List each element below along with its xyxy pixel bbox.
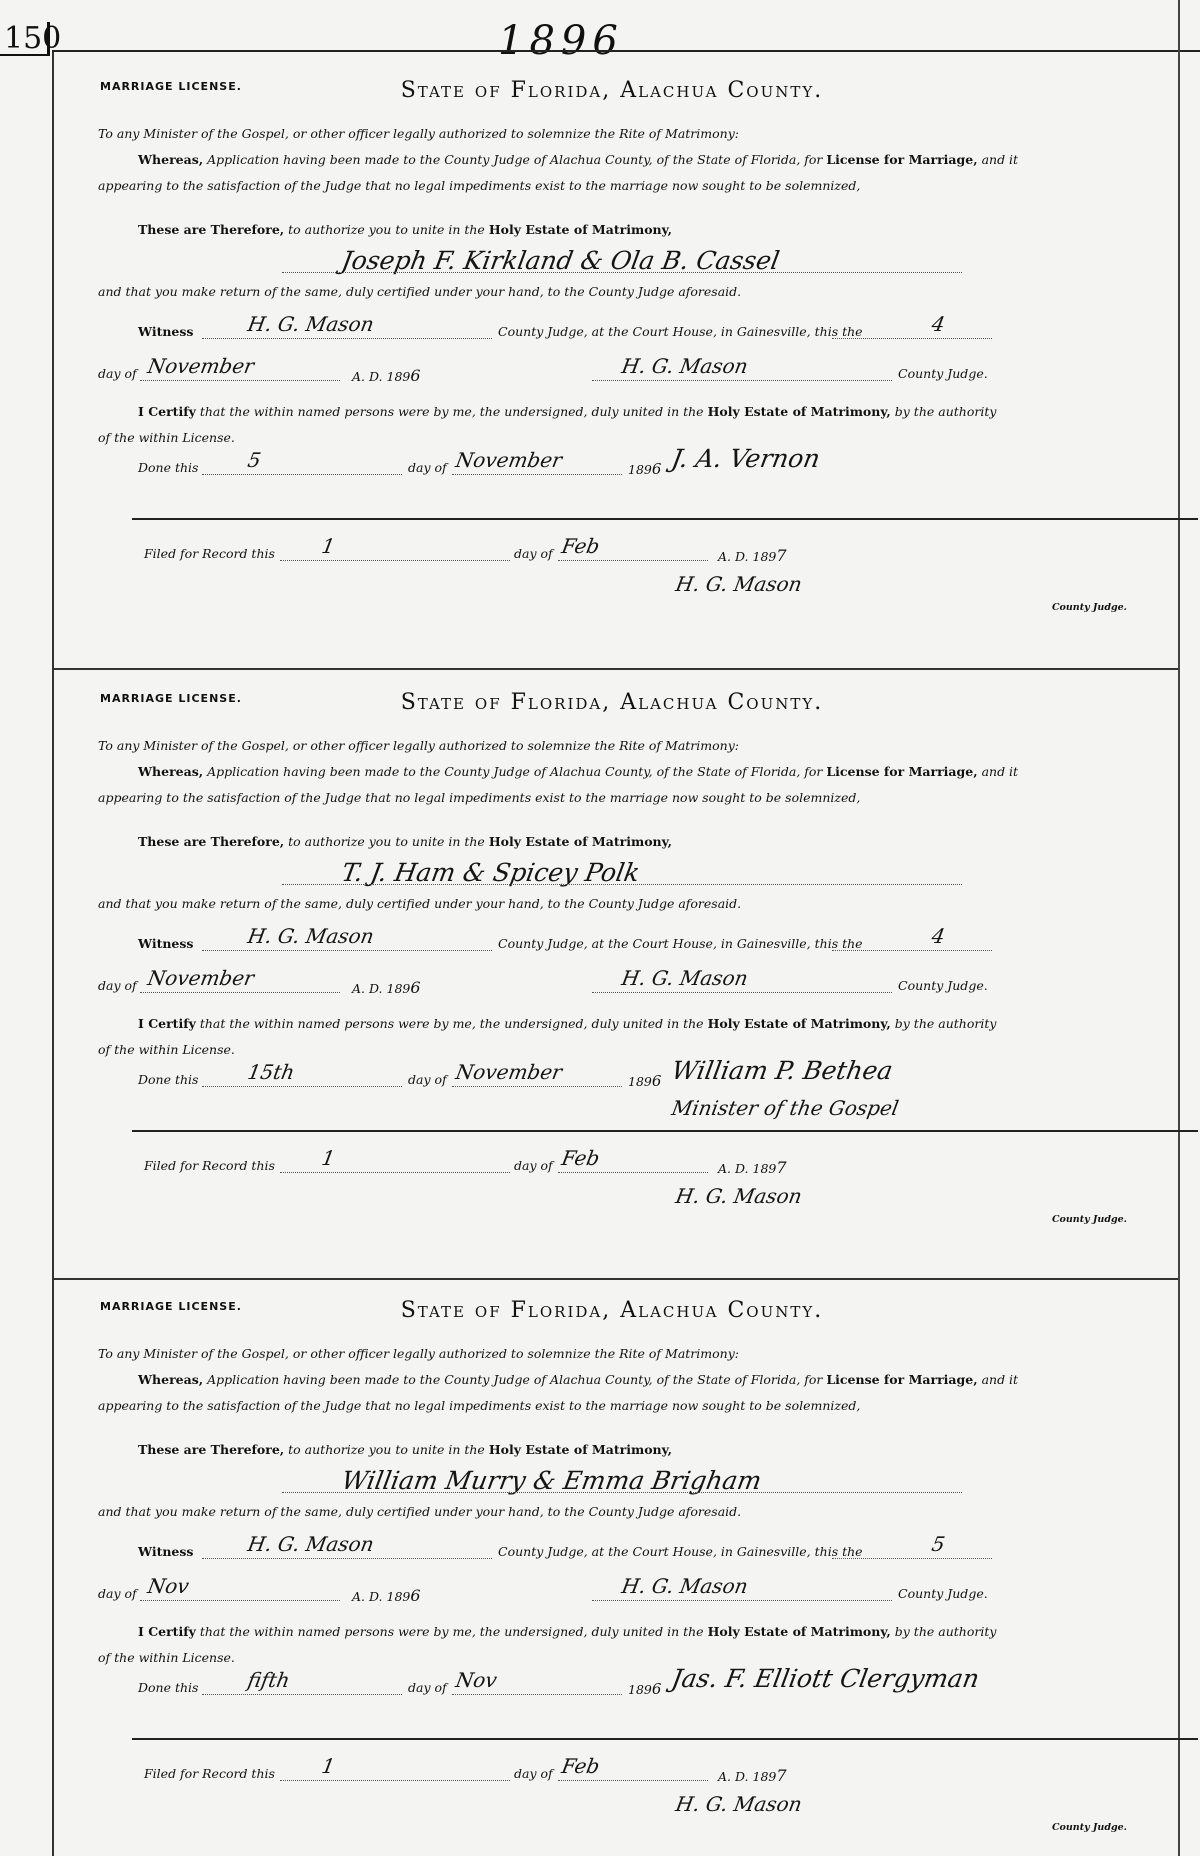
ad-label: A. D. 1896: [352, 366, 421, 385]
whereas-word: Whereas,: [138, 1372, 204, 1387]
license-for-marriage: License for Marriage,: [826, 764, 978, 779]
filed-day-underline: [280, 1780, 510, 1781]
done-month: November: [453, 448, 564, 472]
day-of-label-2: day of: [408, 1680, 447, 1695]
right-margin-rule: [1178, 0, 1180, 1856]
issue-month: Nov: [145, 1574, 191, 1598]
done-month-underline: [452, 1694, 622, 1695]
filed-month-underline: [558, 1780, 708, 1781]
these-are-therefore: These are Therefore,: [138, 834, 285, 849]
whereas-text: Application having been made to the County Judge of Alachua County, of the State of Florida, for: [207, 152, 823, 167]
filed-day-underline: [280, 560, 510, 561]
day-of-label: day of: [98, 1586, 137, 1601]
judge-signature-underline: [592, 992, 892, 993]
filed-ad: A. D. 1897: [718, 1766, 787, 1785]
holy-estate-text-2: Holy Estate of Matrimony,: [707, 1624, 891, 1639]
issue-day-underline: [832, 1558, 992, 1559]
certify-text: that the within named persons were by me, the undersigned, duly united in the: [199, 1016, 704, 1031]
filed-day: 1: [319, 1754, 337, 1778]
and-it-text: and it: [981, 1372, 1019, 1387]
done-month-underline: [452, 474, 622, 475]
appearing-text: appearing to the satisfaction of the Judge that no legal impediments exist to the marriage now sought to be solemnized,: [98, 178, 861, 193]
officiant-title: Minister of the Gospel: [669, 1096, 901, 1120]
license-divider: [52, 1278, 1178, 1280]
done-day: 5: [245, 448, 263, 472]
done-this-label: Done this: [138, 1680, 199, 1695]
done-year-digit: 6: [651, 460, 662, 478]
judge-signature: H. G. Mason: [619, 1574, 750, 1598]
filed-day: 1: [319, 534, 337, 558]
witness-word: Witness: [138, 324, 194, 339]
to-any-minister-text: To any Minister of the Gospel, or other officer legally authorized to solemnize the Rite of Matrimony:: [98, 126, 739, 141]
whereas-line: [138, 1372, 1018, 1387]
done-day: fifth: [245, 1668, 292, 1692]
handwritten-year: 1896: [498, 18, 624, 64]
these-are-line: [138, 222, 672, 237]
return-text: and that you make return of the same, duly certified under your hand, to the County Judge aforesaid.: [98, 284, 742, 299]
judge-signature-underline: [592, 380, 892, 381]
issue-day: 5: [929, 1532, 947, 1556]
whereas-line: [138, 764, 1018, 779]
officiant-signature: William P. Bethea: [669, 1056, 896, 1085]
day-of-label-2: day of: [408, 1072, 447, 1087]
issue-month: November: [145, 354, 256, 378]
i-certify: I Certify: [138, 404, 196, 419]
issue-year-digit: 6: [410, 978, 421, 997]
issue-month: November: [145, 966, 256, 990]
judge-signature: H. G. Mason: [619, 966, 750, 990]
holy-estate-text: Holy Estate of Matrimony,: [488, 834, 673, 849]
state-county-title: State of Florida, Alachua County.: [400, 690, 824, 715]
officiant-signature: J. A. Vernon: [669, 444, 823, 473]
filed-for-record-label: Filed for Record this: [144, 1766, 275, 1781]
within-license-text: of the within License.: [98, 430, 235, 445]
done-year: 1896: [628, 1680, 662, 1698]
return-text: and that you make return of the same, duly certified under your hand, to the County Judge aforesaid.: [98, 896, 742, 911]
done-month-underline: [452, 1086, 622, 1087]
witness-underline: [202, 1558, 492, 1559]
filed-day-underline: [280, 1172, 510, 1173]
whereas-line: [138, 152, 1018, 167]
i-certify: I Certify: [138, 1624, 196, 1639]
couple-names: Joseph F. Kirkland & Ola B. Cassel: [339, 246, 782, 275]
certify-text: that the within named persons were by me, the undersigned, duly united in the: [199, 404, 704, 419]
filed-for-record-label: Filed for Record this: [144, 1158, 275, 1173]
holy-estate-text-2: Holy Estate of Matrimony,: [707, 404, 891, 419]
done-day-underline: [202, 1694, 402, 1695]
names-underline: [282, 884, 962, 885]
license-divider: [52, 668, 1178, 670]
return-text: and that you make return of the same, duly certified under your hand, to the County Judge aforesaid.: [98, 1504, 742, 1519]
day-of-label: day of: [98, 366, 137, 381]
by-the-authority: by the authority: [894, 1016, 997, 1031]
filed-day-of-label: day of: [514, 1158, 553, 1173]
these-are-line: [138, 834, 672, 849]
license-label: MARRIAGE LICENSE.: [100, 1300, 242, 1313]
appearing-text: appearing to the satisfaction of the Judge that no legal impediments exist to the marriage now sought to be solemnized,: [98, 1398, 861, 1413]
holy-estate-text: Holy Estate of Matrimony,: [488, 222, 673, 237]
county-judge-small-label: County Judge.: [1052, 1822, 1127, 1833]
appearing-text: appearing to the satisfaction of the Judge that no legal impediments exist to the marriage now sought to be solemnized,: [98, 790, 861, 805]
filed-ad: A. D. 1897: [718, 1158, 787, 1177]
filed-judge-signature: H. G. Mason: [673, 572, 804, 596]
filed-month-underline: [558, 1172, 708, 1173]
filed-day-of-label: day of: [514, 1766, 553, 1781]
and-it-text: and it: [981, 152, 1019, 167]
done-day-underline: [202, 1086, 402, 1087]
issue-month-underline: [140, 1600, 340, 1601]
whereas-word: Whereas,: [138, 764, 204, 779]
judge-signature-underline: [592, 1600, 892, 1601]
to-any-minister-text: To any Minister of the Gospel, or other officer legally authorized to solemnize the Rite of Matrimony:: [98, 738, 739, 753]
these-are-line: [138, 1442, 672, 1457]
officiant-signature: Jas. F. Elliott Clergyman: [669, 1664, 982, 1693]
witness-word: Witness: [138, 1544, 194, 1559]
filed-month-underline: [558, 560, 708, 561]
day-of-label-2: day of: [408, 460, 447, 475]
whereas-text: Application having been made to the County Judge of Alachua County, of the State of Florida, for: [207, 764, 823, 779]
within-license-text: of the within License.: [98, 1042, 235, 1057]
license-for-marriage: License for Marriage,: [826, 152, 978, 167]
witness-underline: [202, 950, 492, 951]
done-day: 15th: [245, 1060, 297, 1084]
done-year-digit: 6: [651, 1680, 662, 1698]
authorize-text: to authorize you to unite in the: [288, 222, 485, 237]
license-for-marriage: License for Marriage,: [826, 1372, 978, 1387]
certify-line: [138, 1624, 996, 1639]
ad-label: A. D. 1896: [352, 1586, 421, 1605]
witness-judge-name: H. G. Mason: [245, 1532, 376, 1556]
issue-day: 4: [929, 312, 947, 336]
whereas-text: Application having been made to the County Judge of Alachua County, of the State of Florida, for: [207, 1372, 823, 1387]
filed-month: Feb: [559, 1754, 602, 1778]
issue-year-digit: 6: [410, 366, 421, 385]
holy-estate-text-2: Holy Estate of Matrimony,: [707, 1016, 891, 1031]
filed-day-of-label: day of: [514, 546, 553, 561]
done-month: Nov: [453, 1668, 499, 1692]
done-year: 1896: [628, 1072, 662, 1090]
by-the-authority: by the authority: [894, 404, 997, 419]
done-year: 1896: [628, 460, 662, 478]
certify-text: that the within named persons were by me, the undersigned, duly united in the: [199, 1624, 704, 1639]
whereas-word: Whereas,: [138, 152, 204, 167]
judge-signature: H. G. Mason: [619, 354, 750, 378]
left-margin-rule: [52, 52, 54, 1856]
filed-year-digit: 7: [776, 1158, 787, 1177]
authorize-text: to authorize you to unite in the: [288, 1442, 485, 1457]
issue-month-underline: [140, 380, 340, 381]
top-rule: [52, 50, 1200, 52]
names-underline: [282, 1492, 962, 1493]
authorize-text: to authorize you to unite in the: [288, 834, 485, 849]
day-of-label: day of: [98, 978, 137, 993]
license-label: MARRIAGE LICENSE.: [100, 80, 242, 93]
ad-label: A. D. 1896: [352, 978, 421, 997]
county-judge-label: County Judge.: [898, 366, 988, 381]
filed-month: Feb: [559, 534, 602, 558]
filed-separator: [132, 1130, 1198, 1132]
filed-for-record-label: Filed for Record this: [144, 546, 275, 561]
county-judge-court-text: County Judge, at the Court House, in Gainesville, this the: [498, 324, 863, 339]
page-number: 150: [0, 22, 50, 56]
filed-year-digit: 7: [776, 546, 787, 565]
done-day-underline: [202, 474, 402, 475]
witness-underline: [202, 338, 492, 339]
state-county-title: State of Florida, Alachua County.: [400, 1298, 824, 1323]
these-are-therefore: These are Therefore,: [138, 1442, 285, 1457]
done-this-label: Done this: [138, 460, 199, 475]
county-judge-label: County Judge.: [898, 1586, 988, 1601]
filed-ad: A. D. 1897: [718, 546, 787, 565]
filed-year-digit: 7: [776, 1766, 787, 1785]
filed-separator: [132, 518, 1198, 520]
witness-judge-name: H. G. Mason: [245, 924, 376, 948]
filed-judge-signature: H. G. Mason: [673, 1184, 804, 1208]
done-year-digit: 6: [651, 1072, 662, 1090]
done-month: November: [453, 1060, 564, 1084]
filed-day: 1: [319, 1146, 337, 1170]
within-license-text: of the within License.: [98, 1650, 235, 1665]
issue-year-digit: 6: [410, 1586, 421, 1605]
to-any-minister-text: To any Minister of the Gospel, or other officer legally authorized to solemnize the Rite of Matrimony:: [98, 1346, 739, 1361]
witness-judge-name: H. G. Mason: [245, 312, 376, 336]
and-it-text: and it: [981, 764, 1019, 779]
witness-word: Witness: [138, 936, 194, 951]
by-the-authority: by the authority: [894, 1624, 997, 1639]
issue-month-underline: [140, 992, 340, 993]
issue-day: 4: [929, 924, 947, 948]
certify-line: [138, 404, 996, 419]
county-judge-court-text: County Judge, at the Court House, in Gainesville, this the: [498, 936, 863, 951]
certify-line: [138, 1016, 996, 1031]
county-judge-court-text: County Judge, at the Court House, in Gainesville, this the: [498, 1544, 863, 1559]
county-judge-small-label: County Judge.: [1052, 1214, 1127, 1225]
holy-estate-text: Holy Estate of Matrimony,: [488, 1442, 673, 1457]
names-underline: [282, 272, 962, 273]
couple-names: T. J. Ham & Spicey Polk: [339, 858, 642, 887]
county-judge-label: County Judge.: [898, 978, 988, 993]
couple-names: William Murry & Emma Brigham: [339, 1466, 764, 1495]
these-are-therefore: These are Therefore,: [138, 222, 285, 237]
issue-day-underline: [832, 950, 992, 951]
i-certify: I Certify: [138, 1016, 196, 1031]
county-judge-small-label: County Judge.: [1052, 602, 1127, 613]
filed-month: Feb: [559, 1146, 602, 1170]
filed-separator: [132, 1738, 1198, 1740]
state-county-title: State of Florida, Alachua County.: [400, 78, 824, 103]
filed-judge-signature: H. G. Mason: [673, 1792, 804, 1816]
issue-day-underline: [832, 338, 992, 339]
done-this-label: Done this: [138, 1072, 199, 1087]
license-label: MARRIAGE LICENSE.: [100, 692, 242, 705]
